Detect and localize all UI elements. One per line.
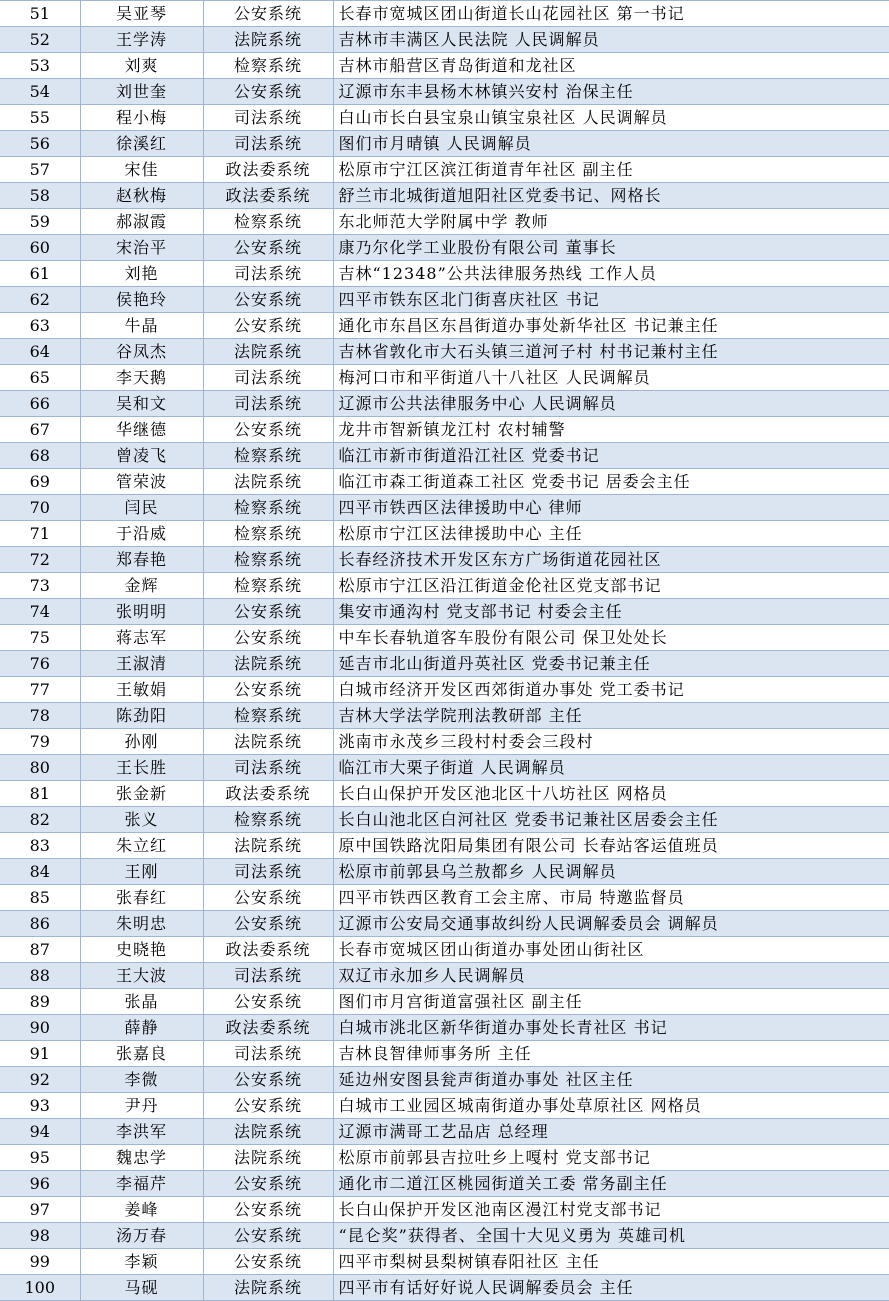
person-name-cell: 赵秋梅 (80, 183, 203, 209)
row-number-cell: 86 (0, 911, 80, 937)
table-row (0, 1015, 889, 1041)
table-row (0, 235, 889, 261)
organization-title-cell: 松原市宁江区滨江街道青年社区 副主任 (333, 157, 889, 183)
table-row (0, 911, 889, 937)
row-number-cell: 76 (0, 651, 80, 677)
table-row (0, 599, 889, 625)
system-cell: 政法委系统 (203, 937, 333, 963)
row-number-cell: 75 (0, 625, 80, 651)
table-row (0, 365, 889, 391)
table-row (0, 547, 889, 573)
row-number-cell: 57 (0, 157, 80, 183)
table-row (0, 677, 889, 703)
table-row (0, 729, 889, 755)
system-cell: 公安系统 (203, 1223, 333, 1249)
row-number-cell: 52 (0, 27, 80, 53)
system-cell: 法院系统 (203, 1275, 333, 1301)
person-name-cell: 王刚 (80, 859, 203, 885)
row-number-cell: 96 (0, 1171, 80, 1197)
system-cell: 司法系统 (203, 963, 333, 989)
system-cell: 公安系统 (203, 417, 333, 443)
person-name-cell: 李微 (80, 1067, 203, 1093)
system-cell: 公安系统 (203, 911, 333, 937)
system-cell: 司法系统 (203, 131, 333, 157)
row-number-cell: 73 (0, 573, 80, 599)
system-cell: 公安系统 (203, 1197, 333, 1223)
row-number-cell: 85 (0, 885, 80, 911)
system-cell: 法院系统 (203, 27, 333, 53)
row-number-cell: 54 (0, 79, 80, 105)
row-number-cell: 53 (0, 53, 80, 79)
row-number-cell: 97 (0, 1197, 80, 1223)
organization-title-cell: 松原市前郭县吉拉吐乡上嘎村 党支部书记 (333, 1145, 889, 1171)
person-name-cell: 李洪军 (80, 1119, 203, 1145)
person-name-cell: 孙刚 (80, 729, 203, 755)
person-name-cell: 刘爽 (80, 53, 203, 79)
table-row (0, 495, 889, 521)
row-number-cell: 58 (0, 183, 80, 209)
person-name-cell: 王淑清 (80, 651, 203, 677)
person-name-cell: 张明明 (80, 599, 203, 625)
row-number-cell: 55 (0, 105, 80, 131)
organization-title-cell: 舒兰市北城街道旭阳社区党委书记、网格长 (333, 183, 889, 209)
person-name-cell: 张晶 (80, 989, 203, 1015)
person-name-cell: 朱立红 (80, 833, 203, 859)
organization-title-cell: 白城市经济开发区西郊街道办事处 党工委书记 (333, 677, 889, 703)
system-cell: 政法委系统 (203, 157, 333, 183)
person-name-cell: 王长胜 (80, 755, 203, 781)
person-name-cell: 李福芹 (80, 1171, 203, 1197)
table-row (0, 1249, 889, 1275)
organization-title-cell: 辽源市公安局交通事故纠纷人民调解委员会 调解员 (333, 911, 889, 937)
table-row (0, 1067, 889, 1093)
system-cell: 司法系统 (203, 261, 333, 287)
organization-title-cell: 四平市铁西区教育工会主席、市局 特邀监督员 (333, 885, 889, 911)
system-cell: 司法系统 (203, 105, 333, 131)
system-cell: 公安系统 (203, 287, 333, 313)
system-cell: 法院系统 (203, 729, 333, 755)
person-name-cell: 姜峰 (80, 1197, 203, 1223)
organization-title-cell: 长白山保护开发区池北区十八坊社区 网格员 (333, 781, 889, 807)
system-cell: 检察系统 (203, 547, 333, 573)
organization-title-cell: 延吉市北山街道丹英社区 党委书记兼主任 (333, 651, 889, 677)
table-row (0, 313, 889, 339)
row-number-cell: 95 (0, 1145, 80, 1171)
row-number-cell: 93 (0, 1093, 80, 1119)
table-row (0, 287, 889, 313)
person-name-cell: 于沿威 (80, 521, 203, 547)
row-number-cell: 98 (0, 1223, 80, 1249)
row-number-cell: 74 (0, 599, 80, 625)
row-number-cell: 82 (0, 807, 80, 833)
system-cell: 公安系统 (203, 235, 333, 261)
row-number-cell: 56 (0, 131, 80, 157)
row-number-cell: 79 (0, 729, 80, 755)
person-name-cell: 张嘉良 (80, 1041, 203, 1067)
organization-title-cell: 中车长春轨道客车股份有限公司 保卫处处长 (333, 625, 889, 651)
table-row (0, 1275, 889, 1301)
system-cell: 公安系统 (203, 1249, 333, 1275)
organization-title-cell: 东北师范大学附属中学 教师 (333, 209, 889, 235)
row-number-cell: 91 (0, 1041, 80, 1067)
row-number-cell: 88 (0, 963, 80, 989)
system-cell: 司法系统 (203, 365, 333, 391)
organization-title-cell: 松原市宁江区沿江街道金伦社区党支部书记 (333, 573, 889, 599)
table-row (0, 521, 889, 547)
row-number-cell: 77 (0, 677, 80, 703)
organization-title-cell: 辽源市公共法律服务中心 人民调解员 (333, 391, 889, 417)
table-row (0, 859, 889, 885)
table-row (0, 209, 889, 235)
system-cell: 公安系统 (203, 79, 333, 105)
row-number-cell: 59 (0, 209, 80, 235)
row-number-cell: 65 (0, 365, 80, 391)
row-number-cell: 72 (0, 547, 80, 573)
organization-title-cell: 原中国铁路沈阳局集团有限公司 长春站客运值班员 (333, 833, 889, 859)
organization-title-cell: 临江市森工街道森工社区 党委书记 居委会主任 (333, 469, 889, 495)
organization-title-cell: 吉林市丰满区人民法院 人民调解员 (333, 27, 889, 53)
table-row (0, 651, 889, 677)
person-name-cell: 李颖 (80, 1249, 203, 1275)
system-cell: 公安系统 (203, 989, 333, 1015)
row-number-cell: 60 (0, 235, 80, 261)
person-name-cell: 牛晶 (80, 313, 203, 339)
organization-title-cell: 吉林市船营区青岛街道和龙社区 (333, 53, 889, 79)
person-name-cell: 吴亚琴 (80, 1, 203, 27)
person-name-cell: 张金新 (80, 781, 203, 807)
table-row (0, 885, 889, 911)
organization-title-cell: 四平市梨树县梨树镇春阳社区 主任 (333, 1249, 889, 1275)
table-row (0, 339, 889, 365)
organization-title-cell: 梅河口市和平街道八十八社区 人民调解员 (333, 365, 889, 391)
row-number-cell: 89 (0, 989, 80, 1015)
table-row (0, 469, 889, 495)
row-number-cell: 63 (0, 313, 80, 339)
system-cell: 公安系统 (203, 885, 333, 911)
person-name-cell: 魏忠学 (80, 1145, 203, 1171)
person-name-cell: 王大波 (80, 963, 203, 989)
organization-title-cell: 松原市宁江区法律援助中心 主任 (333, 521, 889, 547)
organization-title-cell: 长白山池北区白河社区 党委书记兼社区居委会主任 (333, 807, 889, 833)
organization-title-cell: 白山市长白县宝泉山镇宝泉社区 人民调解员 (333, 105, 889, 131)
table-row (0, 183, 889, 209)
table-row (0, 625, 889, 651)
organization-title-cell: 四平市有话好好说人民调解委员会 主任 (333, 1275, 889, 1301)
system-cell: 政法委系统 (203, 183, 333, 209)
system-cell: 公安系统 (203, 1171, 333, 1197)
row-number-cell: 84 (0, 859, 80, 885)
person-name-cell: 金辉 (80, 573, 203, 599)
row-number-cell: 70 (0, 495, 80, 521)
person-name-cell: 管荣波 (80, 469, 203, 495)
table-row (0, 1, 889, 27)
system-cell: 检察系统 (203, 53, 333, 79)
organization-title-cell: 长白山保护开发区池南区漫江村党支部书记 (333, 1197, 889, 1223)
table-row (0, 417, 889, 443)
organization-title-cell: “昆仑奖”获得者、全国十大见义勇为 英雄司机 (333, 1223, 889, 1249)
system-cell: 法院系统 (203, 651, 333, 677)
organization-title-cell: 延边州安图县瓮声街道办事处 社区主任 (333, 1067, 889, 1093)
system-cell: 司法系统 (203, 755, 333, 781)
system-cell: 法院系统 (203, 1119, 333, 1145)
organization-title-cell: 辽源市东丰县杨木林镇兴安村 治保主任 (333, 79, 889, 105)
system-cell: 公安系统 (203, 677, 333, 703)
table-row (0, 1119, 889, 1145)
organization-title-cell: 四平市铁东区北门街喜庆社区 书记 (333, 287, 889, 313)
row-number-cell: 80 (0, 755, 80, 781)
person-name-cell: 宋佳 (80, 157, 203, 183)
row-number-cell: 87 (0, 937, 80, 963)
table-row (0, 989, 889, 1015)
person-name-cell: 华继德 (80, 417, 203, 443)
row-number-cell: 69 (0, 469, 80, 495)
table-row (0, 1171, 889, 1197)
system-cell: 公安系统 (203, 599, 333, 625)
table-row (0, 391, 889, 417)
person-name-cell: 薛静 (80, 1015, 203, 1041)
system-cell: 政法委系统 (203, 1015, 333, 1041)
table-row (0, 157, 889, 183)
organization-title-cell: 长春经济技术开发区东方广场街道花园社区 (333, 547, 889, 573)
person-name-cell: 王敏娟 (80, 677, 203, 703)
organization-title-cell: 康乃尔化学工业股份有限公司 董事长 (333, 235, 889, 261)
row-number-cell: 78 (0, 703, 80, 729)
organization-title-cell: 吉林“12348”公共法律服务热线 工作人员 (333, 261, 889, 287)
table-row (0, 1145, 889, 1171)
table-row (0, 937, 889, 963)
organization-title-cell: 洮南市永茂乡三段村村委会三段村 (333, 729, 889, 755)
table-row (0, 105, 889, 131)
person-name-cell: 张春红 (80, 885, 203, 911)
organization-title-cell: 临江市新市街道沿江社区 党委书记 (333, 443, 889, 469)
organization-title-cell: 长春市宽城区团山街道办事处团山街社区 (333, 937, 889, 963)
organization-title-cell: 通化市二道江区桃园街道关工委 常务副主任 (333, 1171, 889, 1197)
organization-title-cell: 长春市宽城区团山街道长山花园社区 第一书记 (333, 1, 889, 27)
system-cell: 检察系统 (203, 573, 333, 599)
row-number-cell: 67 (0, 417, 80, 443)
system-cell: 检察系统 (203, 521, 333, 547)
organization-title-cell: 四平市铁西区法律援助中心 律师 (333, 495, 889, 521)
system-cell: 检察系统 (203, 807, 333, 833)
system-cell: 司法系统 (203, 859, 333, 885)
table-row (0, 963, 889, 989)
system-cell: 法院系统 (203, 339, 333, 365)
row-number-cell: 61 (0, 261, 80, 287)
system-cell: 法院系统 (203, 1145, 333, 1171)
person-name-cell: 徐溪红 (80, 131, 203, 157)
table-body (0, 1, 889, 1301)
person-name-cell: 张义 (80, 807, 203, 833)
person-name-cell: 郝淑霞 (80, 209, 203, 235)
person-name-cell: 闫民 (80, 495, 203, 521)
organization-title-cell: 图们市月宫街道富强社区 副主任 (333, 989, 889, 1015)
organization-title-cell: 松原市前郭县乌兰敖都乡 人民调解员 (333, 859, 889, 885)
system-cell: 公安系统 (203, 1093, 333, 1119)
row-number-cell: 92 (0, 1067, 80, 1093)
person-name-cell: 汤万春 (80, 1223, 203, 1249)
person-name-cell: 刘艳 (80, 261, 203, 287)
table-row (0, 781, 889, 807)
table-row (0, 1197, 889, 1223)
person-name-cell: 宋治平 (80, 235, 203, 261)
row-number-cell: 68 (0, 443, 80, 469)
row-number-cell: 71 (0, 521, 80, 547)
row-number-cell: 66 (0, 391, 80, 417)
row-number-cell: 99 (0, 1249, 80, 1275)
system-cell: 法院系统 (203, 469, 333, 495)
organization-title-cell: 图们市月晴镇 人民调解员 (333, 131, 889, 157)
table-row (0, 807, 889, 833)
person-name-cell: 史晓艳 (80, 937, 203, 963)
row-number-cell: 51 (0, 1, 80, 27)
organization-title-cell: 吉林省敦化市大石头镇三道河子村 村书记兼村主任 (333, 339, 889, 365)
row-number-cell: 81 (0, 781, 80, 807)
row-number-cell: 62 (0, 287, 80, 313)
system-cell: 法院系统 (203, 833, 333, 859)
row-number-cell: 83 (0, 833, 80, 859)
organization-title-cell: 辽源市满哥工艺品店 总经理 (333, 1119, 889, 1145)
person-name-cell: 谷凤杰 (80, 339, 203, 365)
person-name-cell: 郑春艳 (80, 547, 203, 573)
person-name-cell: 尹丹 (80, 1093, 203, 1119)
organization-title-cell: 吉林良智律师事务所 主任 (333, 1041, 889, 1067)
person-name-cell: 王学涛 (80, 27, 203, 53)
organization-title-cell: 集安市通沟村 党支部书记 村委会主任 (333, 599, 889, 625)
table-row (0, 755, 889, 781)
person-name-cell: 李天鹅 (80, 365, 203, 391)
person-name-cell: 刘世奎 (80, 79, 203, 105)
organization-title-cell: 临江市大栗子街道 人民调解员 (333, 755, 889, 781)
table-row (0, 1041, 889, 1067)
table-row (0, 703, 889, 729)
system-cell: 司法系统 (203, 1041, 333, 1067)
row-number-cell: 100 (0, 1275, 80, 1301)
system-cell: 检察系统 (203, 443, 333, 469)
system-cell: 检察系统 (203, 209, 333, 235)
table-row (0, 1093, 889, 1119)
system-cell: 检察系统 (203, 703, 333, 729)
table-row (0, 261, 889, 287)
person-name-cell: 蒋志军 (80, 625, 203, 651)
organization-title-cell: 双辽市永加乡人民调解员 (333, 963, 889, 989)
organization-title-cell: 通化市东昌区东昌街道办事处新华社区 书记兼主任 (333, 313, 889, 339)
person-name-cell: 侯艳玲 (80, 287, 203, 313)
system-cell: 检察系统 (203, 495, 333, 521)
organization-title-cell: 龙井市智新镇龙江村 农村辅警 (333, 417, 889, 443)
system-cell: 公安系统 (203, 1067, 333, 1093)
row-number-cell: 64 (0, 339, 80, 365)
table-row (0, 833, 889, 859)
table-row (0, 443, 889, 469)
row-number-cell: 90 (0, 1015, 80, 1041)
table-row (0, 1223, 889, 1249)
table-row (0, 27, 889, 53)
row-number-cell: 94 (0, 1119, 80, 1145)
person-name-cell: 曾凌飞 (80, 443, 203, 469)
table-row (0, 79, 889, 105)
person-name-cell: 马砚 (80, 1275, 203, 1301)
table-row (0, 53, 889, 79)
person-name-cell: 程小梅 (80, 105, 203, 131)
system-cell: 公安系统 (203, 313, 333, 339)
system-cell: 司法系统 (203, 391, 333, 417)
system-cell: 政法委系统 (203, 781, 333, 807)
organization-title-cell: 白城市洮北区新华街道办事处长青社区 书记 (333, 1015, 889, 1041)
system-cell: 公安系统 (203, 625, 333, 651)
table-row (0, 573, 889, 599)
table-row (0, 131, 889, 157)
person-name-cell: 吴和文 (80, 391, 203, 417)
system-cell: 公安系统 (203, 1, 333, 27)
organization-title-cell: 白城市工业园区城南街道办事处草原社区 网格员 (333, 1093, 889, 1119)
organization-title-cell: 吉林大学法学院刑法教研部 主任 (333, 703, 889, 729)
person-name-cell: 陈劲阳 (80, 703, 203, 729)
person-name-cell: 朱明忠 (80, 911, 203, 937)
